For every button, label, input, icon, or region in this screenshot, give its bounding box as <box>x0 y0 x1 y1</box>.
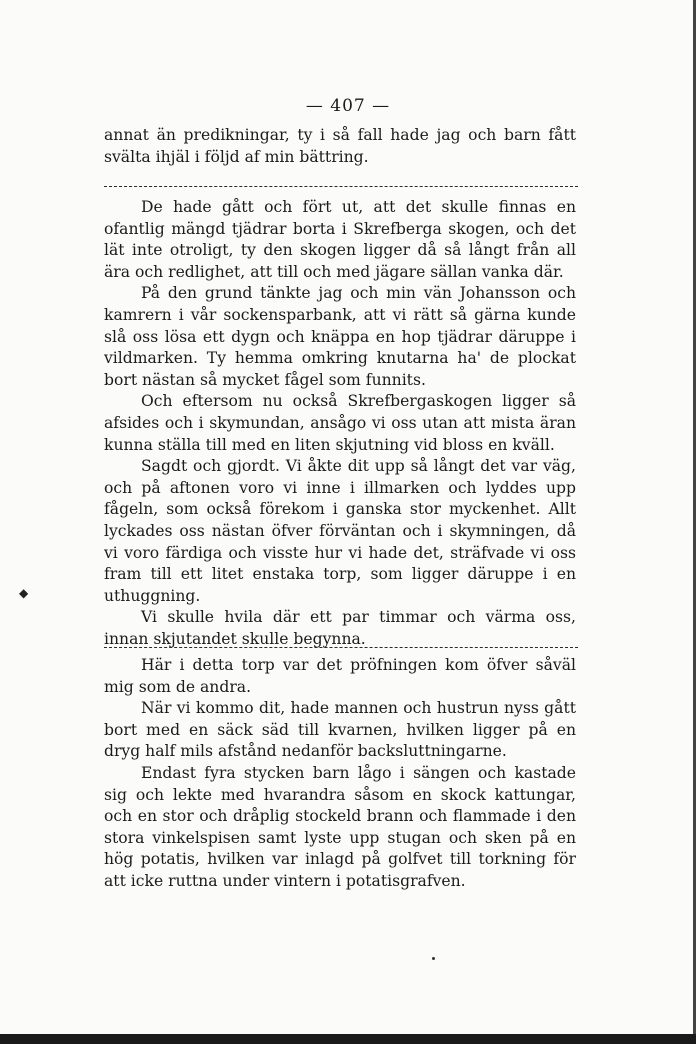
paper-speck <box>432 957 435 960</box>
paragraph: Endast fyra stycken barn lågo i sängen och kastade sig och lekte med hvarandra såsom en skock kattungar, och en stor och dråplig stockeld brann och flammade i den stora vinkelspisen samt lyste upp stugan och sken på en hög potatis, hvilken var inlagd på golfvet till torkning för att icke ruttna under vintern i potatisgrafven. <box>104 763 576 890</box>
margin-mark: ◆ <box>19 586 29 600</box>
paragraph: annat än predikningar, ty i så fall hade jag och barn fått svälta ihjäl i följd af min bättring. <box>104 126 576 166</box>
section-divider-dashed <box>104 647 578 648</box>
paragraph: Vi skulle hvila där ett par timmar och värma oss, innan skjutandet skulle begynna. <box>104 608 576 648</box>
paragraph: De hade gått och fört ut, att det skulle finnas en ofantlig mängd tjädrar borta i Skrefberga skogen, och det lät inte otroligt, ty den skogen ligger då så långt från all ära och redlighet, att till och med jägare sällan vanka där. <box>104 198 576 281</box>
scan-edge-bottom <box>0 1034 696 1044</box>
paragraph: När vi kommo dit, hade mannen och hustrun nyss gått bort med en säck säd till kvarnen, hvilken ligger på en dryg half mils afstånd nedanför backsluttningarne. <box>104 699 576 761</box>
paragraph: På den grund tänkte jag och min vän Johansson och kamrern i vår sockensparbank, att vi rätt så gärna kunde slå oss lösa ett dygn och knäppa en hop tjädrar däruppe i vildmarken. Ty hemma omkring knutarna ha' de plockat bort nästan så mycket fågel som funnits. <box>104 284 576 389</box>
section-3 <box>104 655 576 893</box>
section-divider-dashed <box>104 186 578 187</box>
paragraph: Sagdt och gjordt. Vi åkte dit upp så långt det var väg, och på aftonen voro vi inne i illmarken och lyddes upp fågeln, som också förekom i ganska stor myckenhet. Allt lyckades oss nästan öfver förväntan och i skymningen, då vi voro färdiga och visste hur vi hade det, sträfvade vi oss fram till ett litet enstaka torp, som ligger däruppe i en uthuggning. <box>104 457 576 605</box>
paragraph: Här i detta torp var det pröfningen kom öfver såväl mig som de andra. <box>104 656 576 696</box>
paragraph: Och eftersom nu också Skrefbergaskogen ligger så afsides och i skymundan, ansågo vi oss utan att mista äran kunna ställa till med en liten skjutning vid bloss en kväll. <box>104 392 576 454</box>
section-1 <box>104 125 576 168</box>
section-2 <box>104 197 576 650</box>
page-number: — 407 — <box>305 96 391 116</box>
